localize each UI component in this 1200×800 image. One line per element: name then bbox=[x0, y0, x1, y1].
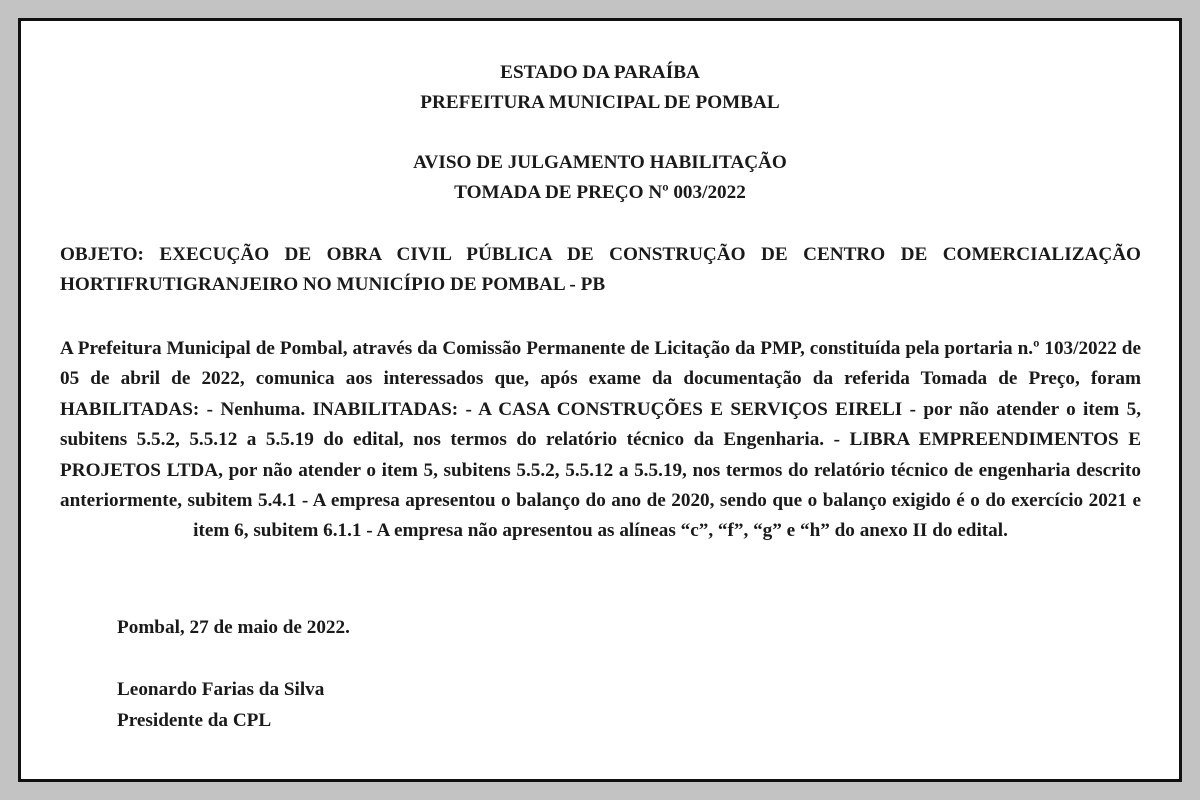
place-date: Pombal, 27 de maio de 2022. bbox=[117, 617, 350, 638]
body-paragraph: A Prefeitura Municipal de Pombal, através da Comissão Permanente de Licitação da PMP, constituída pela portaria n.º 103/2022 de 05 de abril de 2022, comunica aos interessados que, após exame da documentação da referida Tomada de Preço, foram HABILITADAS: - Nenhuma. INABILITADAS: - A CASA CONSTRUÇÕES E SERVIÇOS EIRELI - por não atender o item 5, subitens 5.5.2, 5.5.12 a 5.5.19 do edital, nos termos do relatório técnico da Engenharia. - LIBRA EMPREENDIMENTOS E PROJETOS LTDA, por não atender o item 5, subitens 5.5.2, 5.5.12 a 5.5.19, nos termos do relatório técnico de engenharia descrito anteriormente, subitem 5.4.1 - A empresa apresentou o balanço do ano de 2020, sendo que o balanço exigido é o do exercício 2021 e item 6, subitem 6.1.1 - A empresa não apresentou as alíneas “c”, “f”, “g” e “h” do anexo II do edital. bbox=[60, 338, 1141, 542]
city-hall-heading: PREFEITURA MUNICIPAL DE POMBAL bbox=[420, 92, 780, 113]
signer-role: Presidente da CPL bbox=[117, 710, 272, 731]
notice-title: AVISO DE JULGAMENTO HABILITAÇÃO bbox=[413, 152, 787, 173]
state-heading: ESTADO DA PARAÍBA bbox=[500, 62, 700, 83]
object-paragraph: OBJETO: EXECUÇÃO DE OBRA CIVIL PÚBLICA DE CONSTRUÇÃO DE CENTRO DE COMERCIALIZAÇÃO HORTIFRUTIGRANJEIRO NO MUNICÍPIO DE POMBAL - PB bbox=[60, 244, 1141, 295]
notice-document bbox=[18, 18, 1182, 782]
signer-name: Leonardo Farias da Silva bbox=[117, 679, 325, 700]
process-number: TOMADA DE PREÇO Nº 003/2022 bbox=[454, 182, 746, 203]
